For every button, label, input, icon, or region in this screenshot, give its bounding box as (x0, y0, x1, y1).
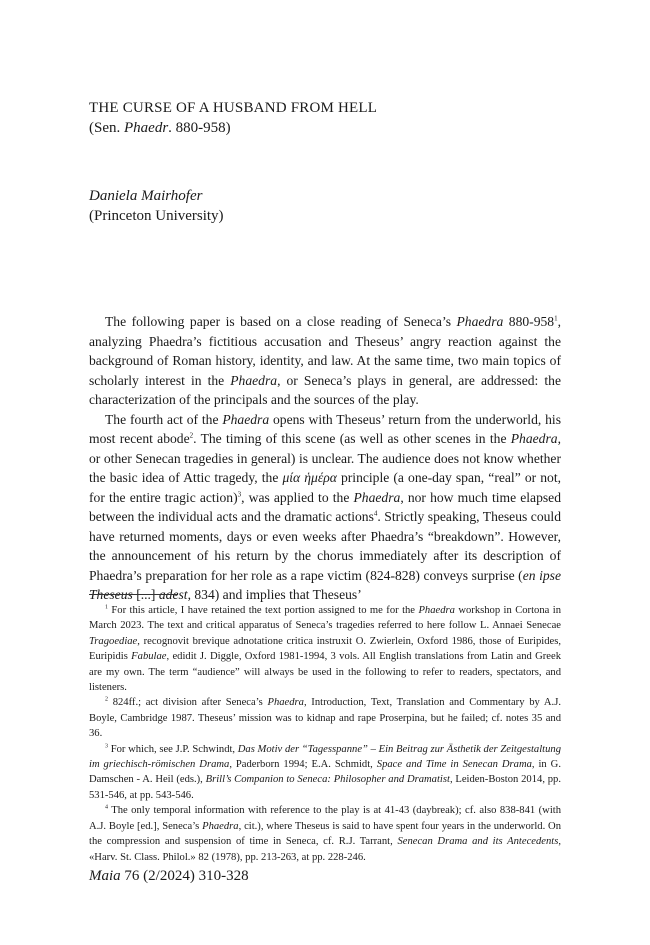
text-run: principle (a one-day span, “real” or not, for the entire tragic action) (89, 470, 562, 505)
footnote-ref: 1 (105, 604, 108, 611)
italic-run: μία ἡμέρα (282, 470, 337, 485)
journal-volume-pages: 76 (2/2024) 310-328 (120, 868, 249, 884)
text-run: , Introduction, Text, Translation and Commentary by A.J. Boyle, Cambridge 1987. Theseus’ mission was to kidnap and rape Proserpina, but he failed; cf. notes 35 and 36. (89, 697, 561, 740)
text-run: opens with Theseus’ return from the underworld, his most recent abode (89, 411, 561, 446)
text-run: , cit.), where Theseus is said to have spent four years in the underworld. On the compression and suspension of time in Seneca, cf. R.J. Tarrant, (89, 820, 561, 848)
italic-run: Phaedra (267, 697, 304, 709)
paragraph-2 (89, 410, 561, 605)
italic-run: Phaedra (418, 605, 455, 616)
paragraph-1 (89, 312, 561, 410)
footnote-ref: 3 (237, 489, 242, 498)
subtitle-italic: Phaedr (124, 120, 169, 136)
text-run: , nor how much time elapsed between the individual acts and the dramatic actions (89, 489, 562, 524)
italic-run: Phaedra (202, 820, 239, 832)
text-run: 880-958 (503, 314, 555, 329)
footnote-1 (89, 603, 561, 695)
footnote-4 (89, 803, 561, 865)
text-run: , in G. Damschen - A. Heil (eds.), (89, 759, 561, 786)
text-run: , 834) and implies that Theseus’ (187, 587, 362, 602)
italic-run: Phaedra (222, 411, 270, 427)
footnote-ref: 4 (373, 509, 378, 518)
footnote-ref: 2 (189, 431, 194, 440)
text-run: 824ff.; act division after Seneca’s (108, 697, 268, 709)
footnote-2 (89, 695, 561, 741)
footnote-ref: 4 (105, 804, 108, 811)
text-run: For this article, I have retained the text portion assigned to me for the (108, 605, 419, 616)
text-run: . The timing of this scene (as well as other scenes in the (193, 431, 511, 446)
text-run: , was applied to the (241, 489, 354, 505)
text-run: , recognovit brevique adnotatione critica instruxit O. Zwierlein, Oxford 1986, those of Euripides, Euripidis (89, 635, 561, 663)
author-name: Daniela Mairhofer (89, 188, 203, 204)
footnote-ref: 2 (105, 696, 108, 703)
text-run: workshop in Cortona in March 2023. The text and critical apparatus of Seneca’s tragedies referred to here follow L. Annaei Senecae (89, 605, 561, 632)
italic-run: Fabulae (131, 651, 167, 663)
italic-run: Space and Time in Senecan Drama (376, 759, 532, 771)
title-block (89, 98, 569, 138)
italic-run: Das Motiv der “Tagesspanne” – Ein Beitrag zur Ästhetik der Zeitgestaltung im griechisch-römischen Drama (89, 743, 561, 771)
text-run: , edidit J. Diggle, Oxford 1981-1994, 3 vols. All English translations from Latin and Greek are my own. The term “audience” will always be used in the following to refer to readers, spectators, and listeners. (89, 651, 561, 694)
italic-run: Tragoediae (89, 635, 138, 647)
text-run: [...] (132, 587, 159, 602)
text-run: The following paper is based on a close reading of Seneca’s (105, 314, 457, 329)
article-subtitle (89, 118, 569, 138)
journal-citation (89, 866, 249, 886)
italic-run: Senecan Drama and its Antecedents (397, 836, 559, 848)
footnote-ref: 1 (554, 314, 558, 323)
text-run: , «Harv. St. Class. Philol.» 82 (1978), pp. 213-263, at pp. 228-246. (89, 836, 561, 863)
subtitle-post: . 880-958) (168, 120, 231, 136)
text-run: The only temporal information with reference to the play is at 41-43 (daybreak); cf. also 838-841 (with A.J. Boyle [ed.], Seneca’s (89, 805, 561, 832)
italic-run: en ipse Theseus (89, 567, 561, 602)
article-title: THE CURSE OF A HUSBAND FROM HELL (89, 100, 378, 116)
footnote-ref: 3 (105, 743, 108, 750)
text-run: , or other Senecan tragedies in general) is unclear. The audience does not know whether the basic idea of Attic tragedy, the (89, 431, 561, 485)
footnotes (89, 603, 561, 865)
italic-run: Phaedra (230, 372, 278, 388)
author-block (89, 186, 569, 226)
author-affiliation: (Princeton University) (89, 208, 224, 224)
text-run: The fourth act of the (105, 411, 223, 427)
italic-run: Phaedra (510, 431, 558, 446)
italic-run: adest (158, 587, 188, 602)
subtitle-pre: (Sen. (89, 120, 124, 136)
journal-name: Maia (89, 868, 121, 884)
italic-run: Phaedra (353, 489, 401, 505)
body-text (89, 312, 561, 605)
text-run: , analyzing Phaedra’s fictitious accusation and Theseus’ angry reaction against the background of Roman history, identity, and law. At the same time, two main topics of scholarly interest in the (89, 314, 561, 388)
italic-run: Phaedra (456, 314, 504, 329)
text-run: . Strictly speaking, Theseus could have returned moments, days or even weeks after Phaedra’s “breakdown”. However, the announcement of his return by the chorus immediately after its description of Phaedra’s preparation for her role as a rape victim (824-828) conveys surprise ( (89, 509, 561, 583)
text-run: , Leiden-Boston 2014, pp. 531-546, at pp. 543-546. (89, 774, 561, 801)
text-run: , or Seneca’s plays in general, are addressed: the characterization of the principals and the sources of the play. (89, 372, 561, 407)
footnote-3 (89, 742, 561, 804)
footnote-divider (89, 594, 177, 595)
text-run: , Paderborn 1994; E.A. Schmidt, (229, 759, 377, 771)
text-run: For which, see J.P. Schwindt, (108, 743, 238, 755)
italic-run: Brill’s Companion to Seneca: Philosopher and Dramatist (205, 774, 450, 786)
